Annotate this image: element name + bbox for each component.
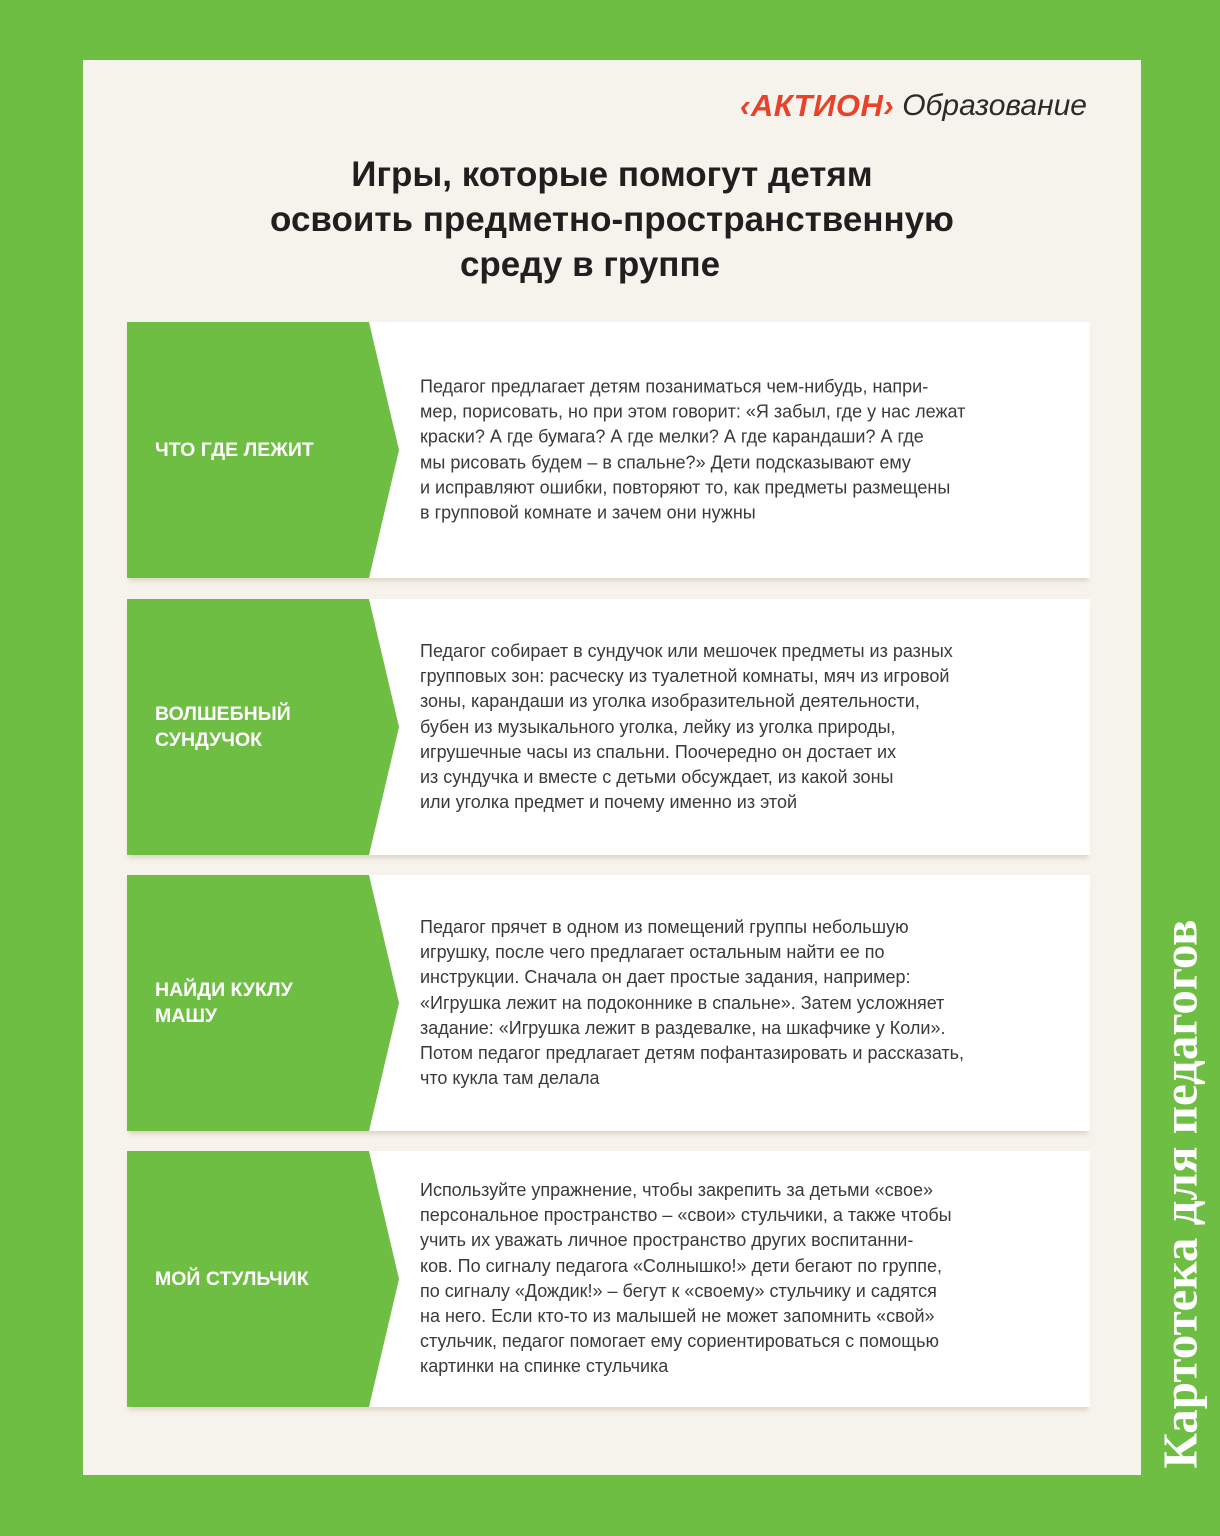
description-line: групповых зон: расческу из туалетной комнаты, мяч из игровой (420, 665, 950, 686)
description-line: зоны, карандаши из уголка изобразительной деятельности, (420, 691, 920, 712)
game-card-title (155, 1266, 345, 1292)
description-line: или уголка предмет и почему именно из этой (420, 792, 798, 813)
game-card-header (127, 599, 399, 855)
logo-subtitle: Образование (902, 89, 1087, 122)
description-line: из сундучка и вместе с детьми обсуждает, из какой зоны (420, 766, 894, 787)
title-line: среду в группе (459, 245, 721, 284)
game-card-3 (127, 875, 1090, 1131)
page-title (83, 152, 1141, 287)
game-card-title (155, 977, 345, 1029)
description-line: на него. Если кто-то из малышей не может запомнить «свой» (420, 1306, 935, 1327)
game-card-title-line: ВОЛШЕБНЫЙ (155, 703, 291, 725)
game-card-description (420, 1178, 1050, 1380)
description-line: в групповой комнате и зачем они нужны (420, 502, 756, 523)
description-line: Педагог предлагает детям позаниматься чем-нибудь, напри- (420, 376, 929, 397)
description-line: ков. По сигналу педагога «Солнышко!» дети бегают по группе, (420, 1255, 942, 1276)
description-line: краски? А где бумага? А где мелки? А где карандаши? А где (420, 426, 924, 447)
title-line: Игры, которые помогут детям (351, 155, 873, 194)
description-line: бубен из музыкального уголка, лейку из уголка природы, (420, 716, 896, 737)
description-line: стульчик, педагог помогает ему сориентироваться с помощью (420, 1331, 939, 1352)
game-card-title (155, 701, 345, 753)
description-line: мы рисовать будем – в спальне?» Дети подсказывают ему (420, 452, 911, 472)
game-card-title (155, 437, 345, 463)
game-card-description (420, 915, 1050, 1091)
description-line: Педагог прячет в одном из помещений группы небольшую (420, 916, 909, 937)
game-card-description (420, 639, 1050, 815)
description-line: мер, порисовать, но при этом говорит: «Я забыл, где у нас лежат (420, 401, 966, 422)
description-line: и исправляют ошибки, повторяют то, как предметы размещены (420, 477, 951, 498)
side-caption: Картотека для педагогов (1152, 919, 1208, 1469)
game-card-2 (127, 599, 1090, 855)
description-line: игрушечные часы из спальни. Поочередно он достает их (420, 741, 897, 762)
description-line: «Игрушка лежит на подоконнике в спальне». Затем усложняет (420, 992, 945, 1013)
game-card-title-line: СУНДУЧОК (155, 729, 263, 751)
description-line: Используйте упражнение, чтобы закрепить за детьми «свое» (420, 1180, 934, 1201)
description-line: Педагог собирает в сундучок или мешочек предметы из разных (420, 640, 953, 661)
game-card-4 (127, 1151, 1090, 1407)
description-line: что кукла там делала (420, 1068, 600, 1089)
game-card-description (420, 374, 1050, 525)
description-line: задание: «Игрушка лежит в раздевалке, на шкафчике у Коли». (420, 1017, 946, 1038)
aktion-logo (740, 86, 1087, 126)
game-card-title-line: ЧТО ГДЕ ЛЕЖИТ (155, 439, 314, 461)
description-line: картинки на спинке стульчика (420, 1356, 669, 1377)
title-line: освоить предметно-пространственную (270, 200, 954, 239)
description-line: персональное пространство – «свои» стульчики, а также чтобы (420, 1205, 952, 1226)
game-card-header (127, 875, 399, 1131)
game-card-header (127, 322, 399, 578)
description-line: игрушку, после чего предлагает остальным найти ее по (420, 941, 885, 962)
description-line: по сигналу «Дождик!» – бегут к «своему» стульчику и садятся (420, 1281, 937, 1301)
game-card-title-line: МАШУ (155, 1005, 218, 1027)
description-line: учить их уважать личное пространство других воспитанни- (420, 1230, 914, 1251)
game-card-header (127, 1151, 399, 1407)
game-card-1 (127, 322, 1090, 578)
description-line: инструкции. Сначала он дает простые задания, например: (420, 967, 911, 988)
game-card-title-line: НАЙДИ КУКЛУ (155, 979, 293, 1001)
logo-brand: ‹АКТИОН› (740, 88, 895, 123)
description-line: Потом педагог предлагает детям пофантазировать и рассказать, (420, 1042, 965, 1063)
poster-sheet (83, 60, 1141, 1475)
game-card-title-line: МОЙ СТУЛЬЧИК (155, 1268, 309, 1290)
